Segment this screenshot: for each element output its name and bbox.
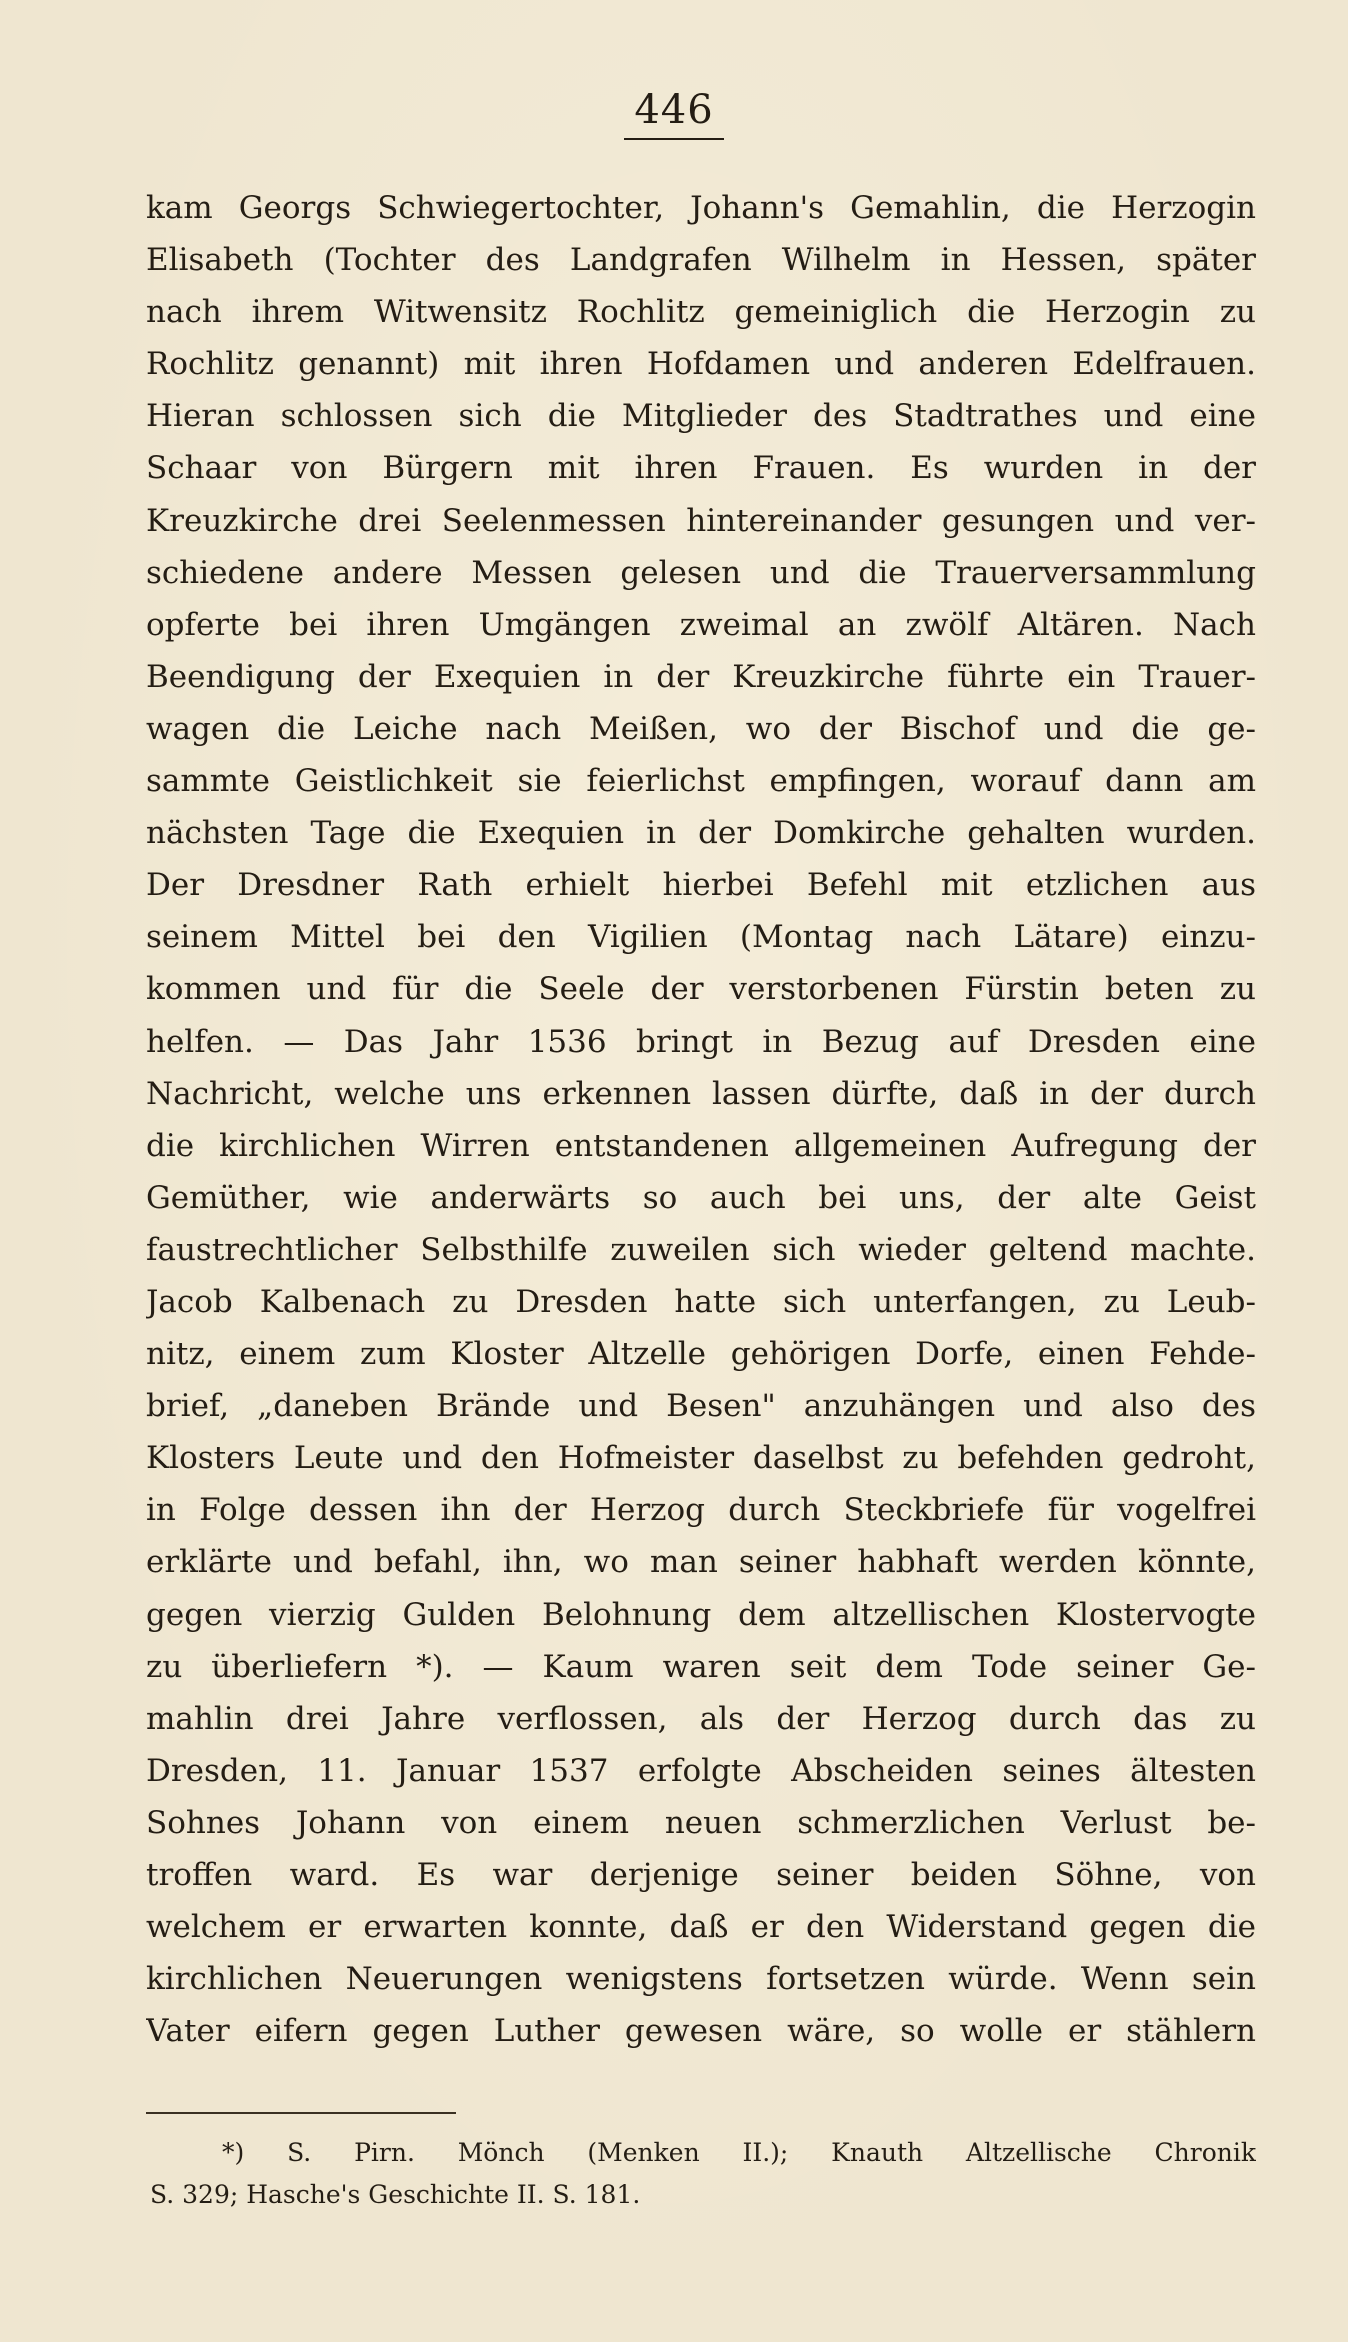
text-line: Rochlitz genannt) mit ihren Hofdamen und anderen Edelfrauen. [146,346,1256,383]
page-number [0,86,1348,140]
text-line: Vater eifern gegen Luther gewesen wäre, so wolle er stählern [146,2013,1256,2050]
text-line: Sohnes Johann von einem neuen schmerzlichen Verlust be- [146,1804,1256,1841]
text-line: Hieran schlossen sich die Mitglieder des Stadtrathes und eine [146,398,1256,435]
text-line: opferte bei ihren Umgängen zweimal an zwölf Altären. Nach [146,606,1256,643]
text-line: brief, „daneben Brände und Besen" anzuhängen und also des [146,1388,1256,1425]
footnotes [150,2132,1256,2216]
text-line: nächsten Tage die Exequien in der Domkirche gehalten wurden. [146,815,1256,852]
text-line: in Folge dessen ihn der Herzog durch Steckbriefe für vogelfrei [146,1492,1256,1529]
text-line: Dresden, 11. Januar 1537 erfolgte Abscheiden seines ältesten [146,1752,1256,1789]
text-line: zu überliefern *). — Kaum waren seit dem Tode seiner Ge- [146,1648,1256,1685]
text-line: Schaar von Bürgern mit ihren Frauen. Es wurden in der [146,450,1256,487]
text-line: Elisabeth (Tochter des Landgrafen Wilhelm in Hessen, später [146,242,1256,279]
text-line: wagen die Leiche nach Meißen, wo der Bischof und die ge- [146,710,1256,747]
footnote-divider [146,2112,456,2114]
text-line: die kirchlichen Wirren entstandenen allgemeinen Aufregung der [146,1127,1256,1164]
text-line: kam Georgs Schwiegertochter, Johann's Gemahlin, die Herzogin [146,190,1256,226]
text-line: schiedene andere Messen gelesen und die Trauerversammlung [146,554,1256,591]
text-line: kirchlichen Neuerungen wenigstens fortsetzen würde. Wenn sein [146,1961,1256,1998]
text-line: Nachricht, welche uns erkennen lassen dürfte, daß in der durch [146,1075,1256,1112]
text-line: Gemüther, wie anderwärts so auch bei uns, der alte Geist [146,1179,1256,1216]
body-text [146,182,1256,2057]
text-line: Jacob Kalbenach zu Dresden hatte sich unterfangen, zu Leub- [146,1283,1256,1320]
text-line: gegen vierzig Gulden Belohnung dem altzellischen Klostervogte [146,1596,1256,1633]
text-line: welchem er erwarten konnte, daß er den Widerstand gegen die [146,1909,1256,1946]
text-line: Beendigung der Exequien in der Kreuzkirche führte ein Trauer- [146,658,1256,695]
footnote-line: S. 329; Hasche's Geschichte II. S. 181. [150,2180,641,2209]
text-line: seinem Mittel bei den Vigilien (Montag nach Lätare) einzu- [146,919,1256,956]
text-line: Klosters Leute und den Hofmeister daselbst zu befehden gedroht, [146,1440,1256,1477]
text-line: troffen ward. Es war derjenige seiner beiden Söhne, von [146,1857,1256,1893]
footnote-line: *) S. Pirn. Mönch (Menken II.); Knauth Altzellische Chronik [222,2138,1256,2167]
text-line: mahlin drei Jahre verflossen, als der Herzog durch das zu [146,1700,1256,1737]
text-line: erklärte und befahl, ihn, wo man seiner habhaft werden könnte, [146,1544,1256,1581]
text-line: sammte Geistlichkeit sie feierlichst empfingen, worauf dann am [146,763,1256,800]
text-line: nach ihrem Witwensitz Rochlitz gemeiniglich die Herzogin zu [146,294,1256,331]
page-number-text: 446 [624,86,723,140]
text-line: helfen. — Das Jahr 1536 bringt in Bezug auf Dresden eine [146,1023,1256,1060]
text-line: Kreuzkirche drei Seelenmessen hintereinander gesungen und ver- [146,502,1256,539]
text-line: kommen und für die Seele der verstorbenen Fürstin beten zu [146,971,1256,1008]
text-line: Der Dresdner Rath erhielt hierbei Befehl mit etzlichen aus [146,867,1256,904]
text-line: faustrechtlicher Selbsthilfe zuweilen sich wieder geltend machte. [146,1231,1256,1268]
text-line: nitz, einem zum Kloster Altzelle gehörigen Dorfe, einen Fehde- [146,1336,1256,1373]
